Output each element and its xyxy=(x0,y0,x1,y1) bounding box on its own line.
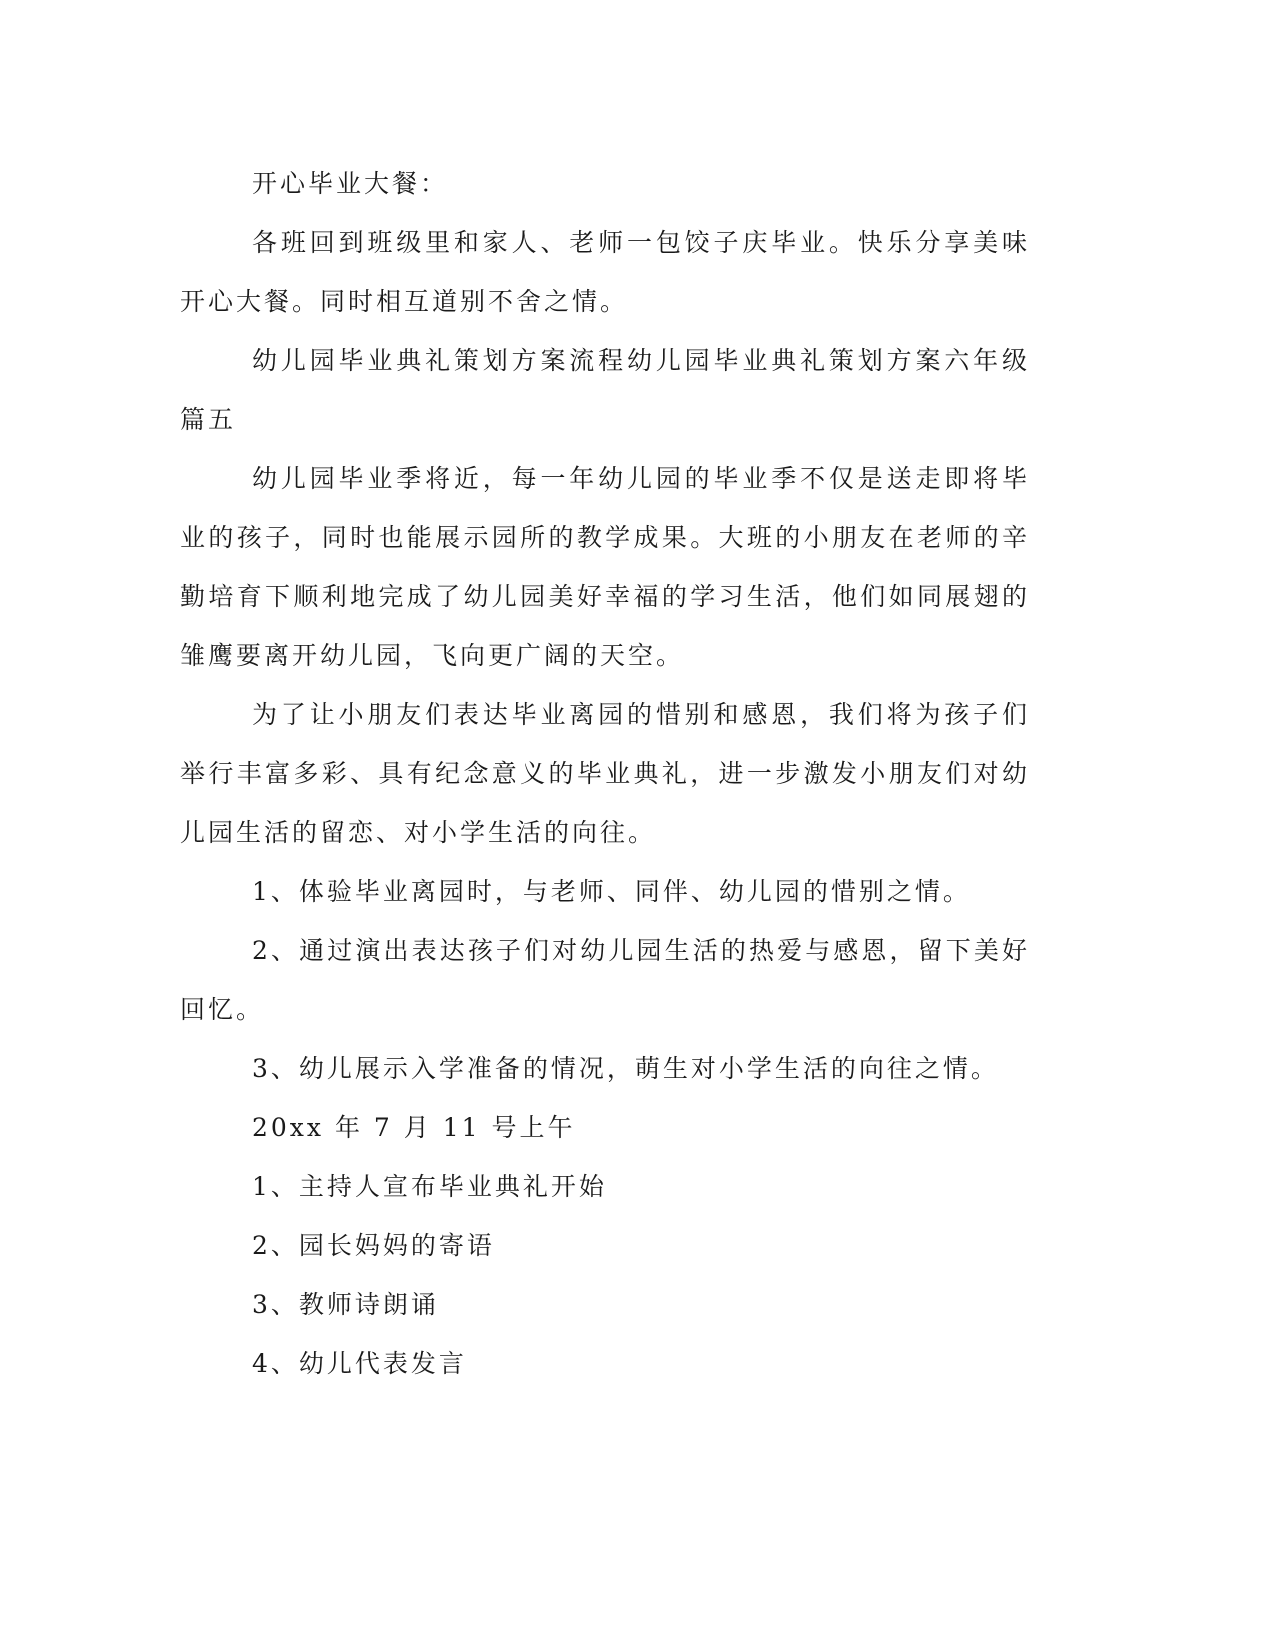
paragraph-background: 幼儿园毕业季将近，每一年幼儿园的毕业季不仅是送走即将毕业的孩子，同时也能展示园所的教学成果。大班的小朋友在老师的辛勤培育下顺利地完成了幼儿园美好幸福的学习生活，他们如同展翅的雏鹰要离开幼儿园，飞向更广阔的天空。 xyxy=(180,464,1030,670)
program-item-3: 3、教师诗朗诵 xyxy=(252,1290,439,1319)
program-item-4: 4、幼儿代表发言 xyxy=(252,1349,467,1378)
goal-item-2: 2、通过演出表达孩子们对幼儿园生活的热爱与感恩，留下美好回忆。 xyxy=(180,936,1030,1024)
paragraph-meal-description: 各班回到班级里和家人、老师一包饺子庆毕业。快乐分享美味开心大餐。同时相互道别不舍之情。 xyxy=(180,228,1030,316)
section-heading-graduation-meal: 开心毕业大餐： xyxy=(252,169,449,198)
document-body xyxy=(180,154,1030,1393)
program-item-2: 2、园长妈妈的寄语 xyxy=(252,1231,495,1260)
program-item-1: 1、主持人宣布毕业典礼开始 xyxy=(252,1172,607,1201)
paragraph-purpose: 为了让小朋友们表达毕业离园的惜别和感恩，我们将为孩子们举行丰富多彩、具有纪念意义的毕业典礼，进一步激发小朋友们对幼儿园生活的留恋、对小学生活的向往。 xyxy=(180,700,1030,847)
event-date: 20xx 年 7 月 11 号上午 xyxy=(252,1113,576,1142)
section-heading-plan-five: 幼儿园毕业典礼策划方案流程幼儿园毕业典礼策划方案六年级篇五 xyxy=(180,346,1030,434)
goal-item-3: 3、幼儿展示入学准备的情况，萌生对小学生活的向往之情。 xyxy=(252,1054,999,1083)
goal-item-1: 1、体验毕业离园时，与老师、同伴、幼儿园的惜别之情。 xyxy=(252,877,971,906)
